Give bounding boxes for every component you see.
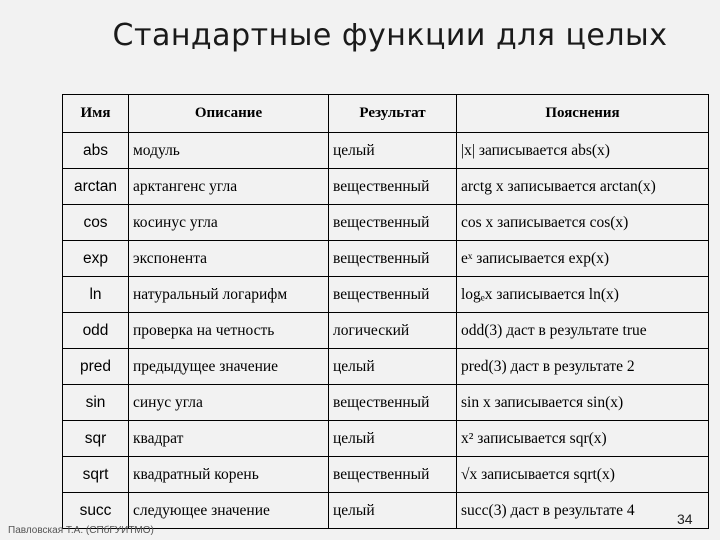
function-result: целый — [329, 421, 457, 457]
function-name: sqrt — [63, 457, 129, 493]
function-notes: x² записывается sqr(x) — [457, 421, 709, 457]
function-name: arctan — [63, 169, 129, 205]
function-name: odd — [63, 313, 129, 349]
function-description: проверка на четность — [129, 313, 329, 349]
table-row — [63, 421, 709, 457]
table-row — [63, 493, 709, 529]
header-result: Результат — [329, 95, 457, 133]
header-name: Имя — [63, 95, 129, 133]
function-name: succ — [63, 493, 129, 529]
function-name: sqr — [63, 421, 129, 457]
function-name: sin — [63, 385, 129, 421]
function-result: вещественный — [329, 277, 457, 313]
function-result: логический — [329, 313, 457, 349]
table-header-row — [63, 95, 709, 133]
function-name: exp — [63, 241, 129, 277]
function-result: вещественный — [329, 241, 457, 277]
function-notes: sin x записывается sin(x) — [457, 385, 709, 421]
function-description: косинус угла — [129, 205, 329, 241]
function-description: квадратный корень — [129, 457, 329, 493]
function-notes: pred(3) даст в результате 2 — [457, 349, 709, 385]
table-row — [63, 205, 709, 241]
function-name: abs — [63, 133, 129, 169]
header-description: Описание — [129, 95, 329, 133]
function-result: вещественный — [329, 169, 457, 205]
function-description: арктангенс угла — [129, 169, 329, 205]
function-name: ln — [63, 277, 129, 313]
function-description: синус угла — [129, 385, 329, 421]
slide-title: Стандартные функции для целых — [112, 18, 668, 53]
table-row — [63, 349, 709, 385]
page-number: 34 — [677, 511, 693, 527]
function-description: экспонента — [129, 241, 329, 277]
function-result: вещественный — [329, 205, 457, 241]
function-notes: √x записывается sqrt(x) — [457, 457, 709, 493]
function-notes: succ(3) даст в результате 4 — [457, 493, 709, 529]
table-row — [63, 277, 709, 313]
table-row — [63, 133, 709, 169]
function-result: вещественный — [329, 457, 457, 493]
function-notes: logₑx записывается ln(x) — [457, 277, 709, 313]
function-result: вещественный — [329, 385, 457, 421]
table-row — [63, 313, 709, 349]
footer-author: Павловская Т.А. (СПбГУИТМО) — [8, 525, 154, 536]
function-description: следующее значение — [129, 493, 329, 529]
function-description: предыдущее значение — [129, 349, 329, 385]
table-row — [63, 385, 709, 421]
function-name: pred — [63, 349, 129, 385]
function-notes: |x| записывается abs(x) — [457, 133, 709, 169]
table-row — [63, 169, 709, 205]
function-description: квадрат — [129, 421, 329, 457]
function-result: целый — [329, 493, 457, 529]
functions-table — [62, 94, 709, 529]
table-row — [63, 241, 709, 277]
function-notes: arctg x записывается arctan(x) — [457, 169, 709, 205]
function-notes: odd(3) даст в результате true — [457, 313, 709, 349]
function-description: натуральный логарифм — [129, 277, 329, 313]
function-notes: eˣ записывается exp(x) — [457, 241, 709, 277]
function-result: целый — [329, 349, 457, 385]
header-notes: Пояснения — [457, 95, 709, 133]
table-row — [63, 457, 709, 493]
function-name: cos — [63, 205, 129, 241]
function-result: целый — [329, 133, 457, 169]
function-description: модуль — [129, 133, 329, 169]
function-notes: cos x записывается cos(x) — [457, 205, 709, 241]
